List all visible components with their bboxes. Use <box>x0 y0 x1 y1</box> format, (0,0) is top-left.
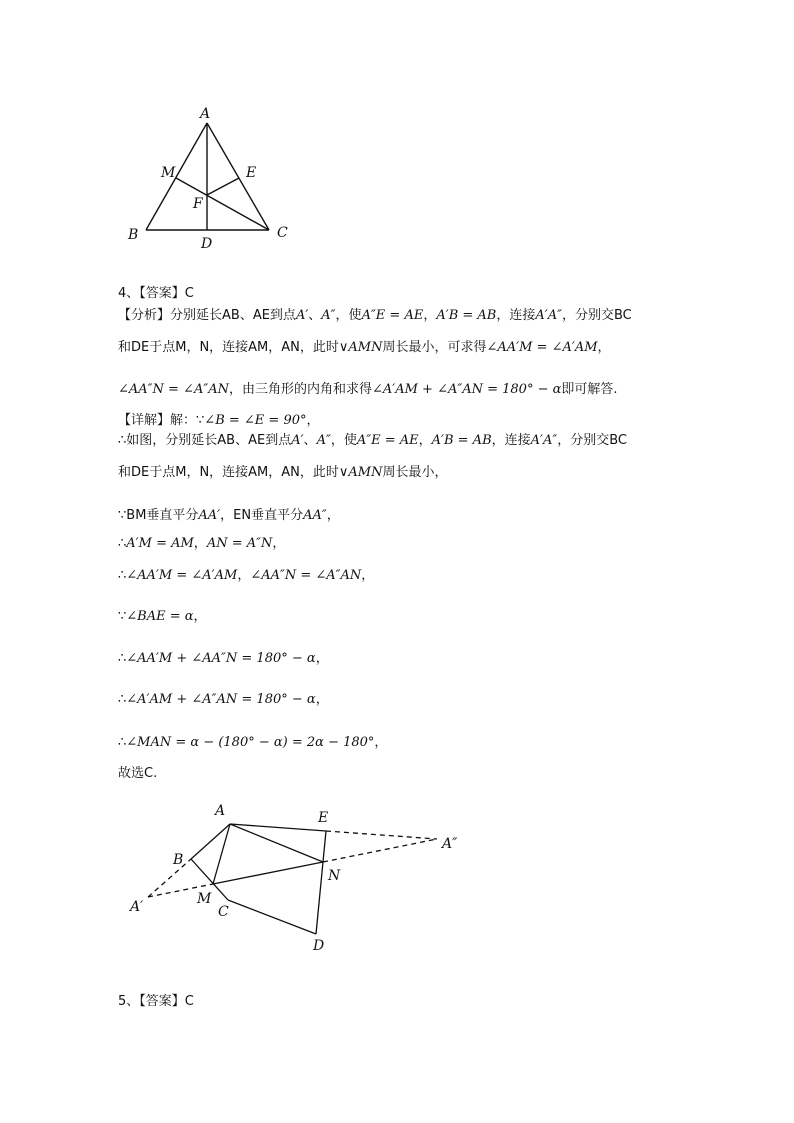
label-c: C <box>218 904 229 920</box>
segment-ac <box>207 123 269 230</box>
figure-reflection-construction <box>125 795 470 960</box>
q5-heading: 5、【答案】C <box>118 994 194 1009</box>
segment-na2 <box>323 839 437 862</box>
label-a-prime: A′ <box>130 899 144 915</box>
segment-ea2 <box>326 831 437 839</box>
q4-heading: 4、【答案】C <box>118 286 194 301</box>
segment-cd <box>228 900 316 934</box>
label-a-double-prime: A″ <box>442 836 458 852</box>
segment-am <box>213 824 230 884</box>
segment-mn <box>213 862 323 884</box>
label-a: A <box>200 106 211 122</box>
label-n: N <box>328 868 341 884</box>
segment-ed <box>316 831 326 934</box>
label-d: D <box>313 938 325 954</box>
label-e: E <box>318 810 329 826</box>
figure-triangle-abc <box>120 100 310 260</box>
label-b: B <box>173 852 184 868</box>
q4-step4: ∵∠BAE = α， <box>118 609 207 624</box>
q4-detail-line2: ∴如图，分别延长AB、AE到点A′、A″，使A″E = AE，A′B = AB，连接A′A″，分别交BC <box>118 433 628 448</box>
label-m: M <box>161 165 176 181</box>
label-f: F <box>193 196 203 212</box>
label-m: M <box>197 891 212 907</box>
label-a: A <box>215 803 226 819</box>
q4-analysis-line1: 【分析】分别延长AB、AE到点A′、A″，使A″E = AE，A′B = AB，连接A′A″，分别交BC <box>118 308 632 323</box>
q4-step5: ∴∠AA′M + ∠AA″N = 180° − α， <box>118 651 329 666</box>
q4-analysis-line2: 和DE于点M，N，连接AM，AN，此时∨AMN周长最小，可求得∠AA′M = ∠A′AM， <box>118 340 611 355</box>
label-b: B <box>128 227 139 243</box>
segment-ab <box>146 123 207 230</box>
q4-step2: ∴A′M = AM，AN = A″N， <box>118 536 286 551</box>
q4-detail-line3: 和DE于点M，N，连接AM，AN，此时∨AMN周长最小， <box>118 465 448 480</box>
label-e: E <box>246 165 257 181</box>
segment-a1b <box>148 859 191 897</box>
segment-fe <box>207 178 239 195</box>
segment-mc <box>176 178 269 230</box>
q4-conclusion: 故选C. <box>118 766 158 781</box>
label-d: D <box>201 236 213 252</box>
q4-step3: ∴∠AA′M = ∠A′AM，∠AA″N = ∠A″AN， <box>118 568 375 583</box>
q4-detail-line1: 【详解】解：∵∠B = ∠E = 90°， <box>118 413 320 428</box>
q4-step6: ∴∠A′AM + ∠A″AN = 180° − α， <box>118 692 329 707</box>
q4-step1: ∵BM垂直平分AA′，EN垂直平分AA″， <box>118 508 340 523</box>
q4-analysis-line3: ∠AA″N = ∠A″AN，由三角形的内角和求得∠A′AM + ∠A″AN = 180° − α即可解答. <box>118 382 618 397</box>
label-c: C <box>277 225 288 241</box>
segment-ab <box>191 824 230 859</box>
q4-step7: ∴∠MAN = α − (180° − α) = 2α − 180°， <box>118 735 388 750</box>
